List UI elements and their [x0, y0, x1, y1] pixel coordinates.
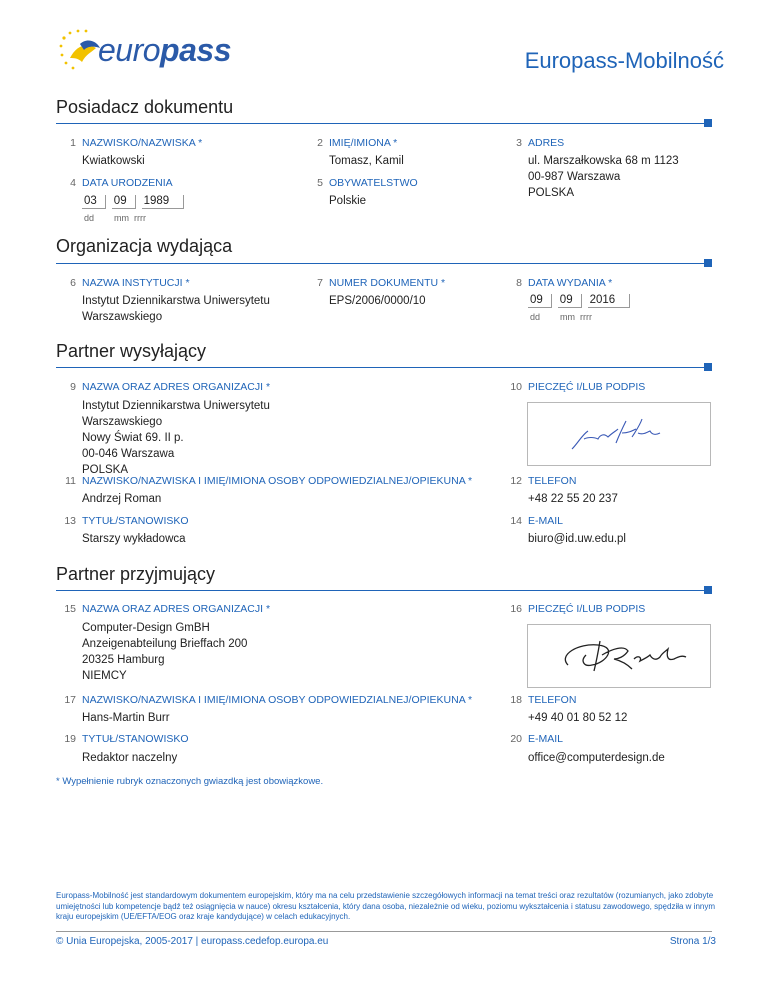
label-receiving-stamp: 16 PIECZĘĆ I/LUB PODPIS	[510, 603, 646, 615]
value-address: ul. Marszałkowska 68 m 1123 00-987 Warszawa POLSKA	[528, 155, 679, 199]
value-institution: Instytut Dziennikarstwa Uniwersytetu Warszawskiego	[82, 295, 270, 323]
label-receiving-position: 19 TYTUŁ/STANOWISKO	[64, 733, 189, 745]
value-citizenship: Polskie	[329, 195, 367, 207]
value-sending-org: Instytut Dziennikarstwa Uniwersytetu Warszawskiego Nowy Świat 69. II p. 00-046 Warszawa POLSKA	[82, 400, 270, 476]
page-number: Strona 1/3	[669, 936, 716, 947]
birth-month: 09	[112, 195, 136, 209]
label-surname: 1 NAZWISKO/NAZWISKA *	[70, 137, 203, 149]
issue-day: 09	[528, 294, 552, 308]
label-sending-position: 13 TYTUŁ/STANOWISKO	[64, 515, 189, 527]
section-marker	[704, 586, 712, 594]
value-sending-contact: Andrzej Roman	[82, 493, 162, 505]
document-title: Europass-Mobilność	[524, 48, 724, 73]
section-marker	[704, 119, 712, 127]
label-given-names: 2 IMIĘ/IMIONA *	[317, 137, 398, 149]
issue-month: 09	[558, 294, 582, 308]
label-sending-phone: 12 TELEFON	[510, 475, 577, 487]
birth-year: 1989	[142, 195, 185, 209]
section-title-holder: Posiadacz dokumentu	[56, 97, 234, 117]
section-title-sending: Partner wysyłający	[56, 341, 207, 361]
value-birth-date	[82, 195, 190, 209]
label-receiving-phone: 18 TELEFON	[510, 694, 577, 706]
section-rule	[56, 123, 712, 124]
section-rule	[56, 263, 712, 264]
issue-year: 2016	[588, 294, 631, 308]
label-sending-contact: 11 NAZWISKO/NAZWISKA I IMIĘ/IMIONA OSOBY ODPOWIEDZIALNEJ/OPIEKUNA *	[65, 475, 473, 487]
receiving-signature-box	[527, 624, 711, 688]
label-sending-email: 14 E-MAIL	[510, 515, 564, 527]
value-sending-position: Starszy wykładowca	[82, 533, 186, 545]
label-sending-org: 9 NAZWA ORAZ ADRES ORGANIZACJI *	[70, 381, 271, 393]
receiving-signature	[528, 625, 710, 687]
label-receiving-contact: 17 NAZWISKO/NAZWISKA I IMIĘ/IMIONA OSOBY ODPOWIEDZIALNEJ/OPIEKUNA *	[64, 694, 473, 706]
label-receiving-email: 20 E-MAIL	[510, 733, 564, 745]
label-document-number: 7 NUMER DOKUMENTU *	[317, 277, 446, 289]
label-institution: 6 NAZWA INSTYTUCJI *	[70, 277, 190, 289]
section-marker	[704, 259, 712, 267]
value-document-number: EPS/2006/0000/10	[329, 295, 426, 307]
sending-signature	[528, 403, 710, 465]
issue-date-hints: dd mm rrrr	[530, 312, 592, 322]
section-marker	[704, 363, 712, 371]
label-birth-date: 4 DATA URODZENIA	[70, 177, 173, 189]
footer-rule	[56, 931, 712, 932]
value-receiving-email: office@computerdesign.de	[528, 752, 665, 764]
value-receiving-org: Computer-Design GmBH Anzeigenabteilung Brieffach 200 20325 Hamburg NIEMCY	[82, 622, 248, 682]
label-issue-date: 8 DATA WYDANIA *	[516, 277, 613, 289]
footer-copyright-link[interactable]: © Unia Europejska, 2005-2017 | europass.cedefop.europa.eu	[56, 936, 329, 947]
sending-signature-box	[527, 402, 711, 466]
birth-day: 03	[82, 195, 106, 209]
section-rule	[56, 367, 712, 368]
value-issue-date	[528, 294, 636, 308]
section-rule	[56, 590, 712, 591]
section-title-issuer: Organizacja wydająca	[56, 236, 233, 256]
value-sending-email: biuro@id.uw.edu.pl	[528, 533, 626, 545]
label-sending-stamp: 10 PIECZĘĆ I/LUB PODPIS	[510, 381, 646, 393]
value-receiving-contact: Hans-Martin Burr	[82, 712, 170, 724]
section-title-receiving: Partner przyjmujący	[56, 564, 216, 584]
birth-date-hints: dd mm rrrr	[84, 213, 146, 223]
label-receiving-org: 15 NAZWA ORAZ ADRES ORGANIZACJI *	[64, 603, 271, 615]
label-address: 3 ADRES	[516, 137, 565, 149]
value-given-names: Tomasz, Kamil	[329, 155, 404, 167]
value-surname: Kwiatkowski	[82, 155, 145, 167]
mandatory-footnote: * Wypełnienie rubryk oznaczonych gwiazdką jest obowiązkowe.	[56, 776, 324, 787]
label-citizenship: 5 OBYWATELSTWO	[317, 177, 418, 189]
logo-wordmark: europass	[98, 32, 231, 68]
disclaimer-text: Europass-Mobilność jest standardowym dokumentem europejskim, który ma na celu przedstawienie szczegółowych informacji na temat treści oraz rezultatów (rozumianych, jako zdobyte umiejętności lub kompetencje bądź też osiągnięcia w nauce) okresu kształcenia, który dana osoba, niezależnie od wieku, poziomu wykształcenia i statusu zawodowego, spędziła w innym kraju europejskim (UE/EFTA/EOG oraz kraje kandydujące) w celach edukacyjnych.	[56, 891, 716, 921]
value-sending-phone: +48 22 55 20 237	[528, 493, 618, 505]
value-receiving-position: Redaktor naczelny	[82, 752, 178, 764]
value-receiving-phone: +49 40 01 80 52 12	[528, 712, 628, 724]
